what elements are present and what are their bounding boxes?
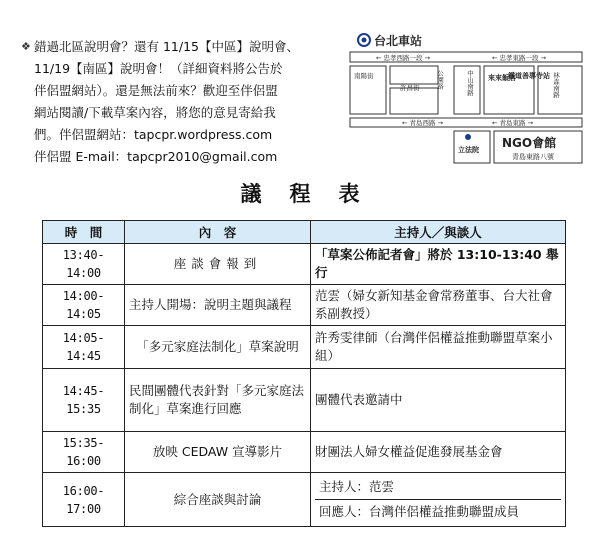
map-road-qingdao-east: ← 青島東路 → xyxy=(492,119,534,127)
row-content: 座談會報到 xyxy=(125,244,311,285)
table-row xyxy=(43,244,566,285)
intro-line-2: 11/19【南區】說明會！（詳細資料將公告於 xyxy=(34,61,283,76)
intro-line-3: 伴侶盟網站）。還是無法前來？歡迎至伴侶盟 xyxy=(34,83,278,98)
venue-map-svg xyxy=(342,20,594,168)
map-temple-label: 鐵道善導寺站 xyxy=(508,72,550,80)
row-host: 許秀雯律師（台灣伴侶權益推動聯盟草案小組） xyxy=(311,326,566,369)
map-road-linsen: 林森南路 xyxy=(552,72,560,98)
map-station-label: 台北車站 xyxy=(374,34,423,48)
intro-website[interactable]: 們。伴侶盟網站：tapcpr.wordpress.com xyxy=(34,127,273,142)
row-time: 14:05-14:45 xyxy=(43,326,125,369)
row-host: 財團法人婦女權益促進發展基金會 xyxy=(311,432,566,473)
map-road-xuchang: 許昌街 xyxy=(400,84,420,92)
row-time: 14:00-14:05 xyxy=(43,285,125,326)
table-row xyxy=(43,285,566,326)
row-time: 15:35-16:00 xyxy=(43,432,125,473)
agenda-title: 議程表 xyxy=(240,182,388,206)
row-content: 主持人開場：說明主題與議程 xyxy=(125,285,311,326)
header-host: 主持人／與談人 xyxy=(311,221,566,244)
map-ngo-name: NGO會館 xyxy=(502,136,557,150)
table-header-row xyxy=(43,221,566,244)
row-host: 「草案公佈記者會」將於 13:10-13:40 舉行 xyxy=(311,244,566,285)
row-time: 16:00-17:00 xyxy=(43,473,125,527)
row-content: 民間團體代表針對「多元家庭法制化」草案進行回應 xyxy=(125,369,311,432)
header-time: 時 間 xyxy=(43,221,125,244)
row-host: 團體代表邀請中 xyxy=(311,369,566,432)
map-road-zhongxiao-west: ← 忠孝西路一段 → xyxy=(376,54,431,62)
legislature-station-icon xyxy=(465,134,471,140)
header-content: 內 容 xyxy=(125,221,311,244)
row-host: 范雲（婦女新知基金會常務董事、台大社會系副教授） xyxy=(311,285,566,326)
map-road-gongyuan: 公園路 xyxy=(436,70,444,90)
map-ngo-address: 青島東路八號 xyxy=(512,153,554,161)
map-road-qingdao-west: ← 青島西路 → xyxy=(402,119,444,127)
table-row xyxy=(43,326,566,369)
intro-email[interactable]: 伴侶盟 E-mail：tapcpr2010@gmail.com xyxy=(34,149,278,164)
map-road-nanyang: 南陽街 xyxy=(354,72,374,80)
row-time: 14:45-15:35 xyxy=(43,369,125,432)
agenda-table xyxy=(42,220,566,527)
map-legislature-label: 立法院 xyxy=(458,146,479,154)
row-host-responder: 回應人：台灣伴侶權益推動聯盟成員 xyxy=(315,499,561,524)
map-hotel-label: 來來飯店 xyxy=(488,74,516,82)
table-row xyxy=(43,432,566,473)
bullet-icon: ❖ xyxy=(21,40,31,53)
intro-line-1: 錯過北區說明會？還有 11/15【中區】說明會、 xyxy=(34,39,299,54)
row-host: 主持人：范雲 xyxy=(319,479,395,494)
table-row xyxy=(43,473,566,527)
intro-notice xyxy=(21,36,330,168)
row-host-split xyxy=(311,473,566,527)
row-content: 「多元家庭法制化」草案說明 xyxy=(125,326,311,369)
map-road-zhongxiao-east: ← 忠孝東路一段 → xyxy=(492,54,547,62)
row-time: 13:40-14:00 xyxy=(43,244,125,285)
intro-line-4: 網站閱讀/下載草案內容，將您的意見寄給我 xyxy=(34,105,276,120)
map-road-zhongshan: 中山南路 xyxy=(466,70,474,96)
row-content: 綜合座談與討論 xyxy=(125,473,311,527)
venue-map xyxy=(342,20,594,168)
row-content: 放映 CEDAW 宣導影片 xyxy=(125,432,311,473)
table-row xyxy=(43,369,566,432)
